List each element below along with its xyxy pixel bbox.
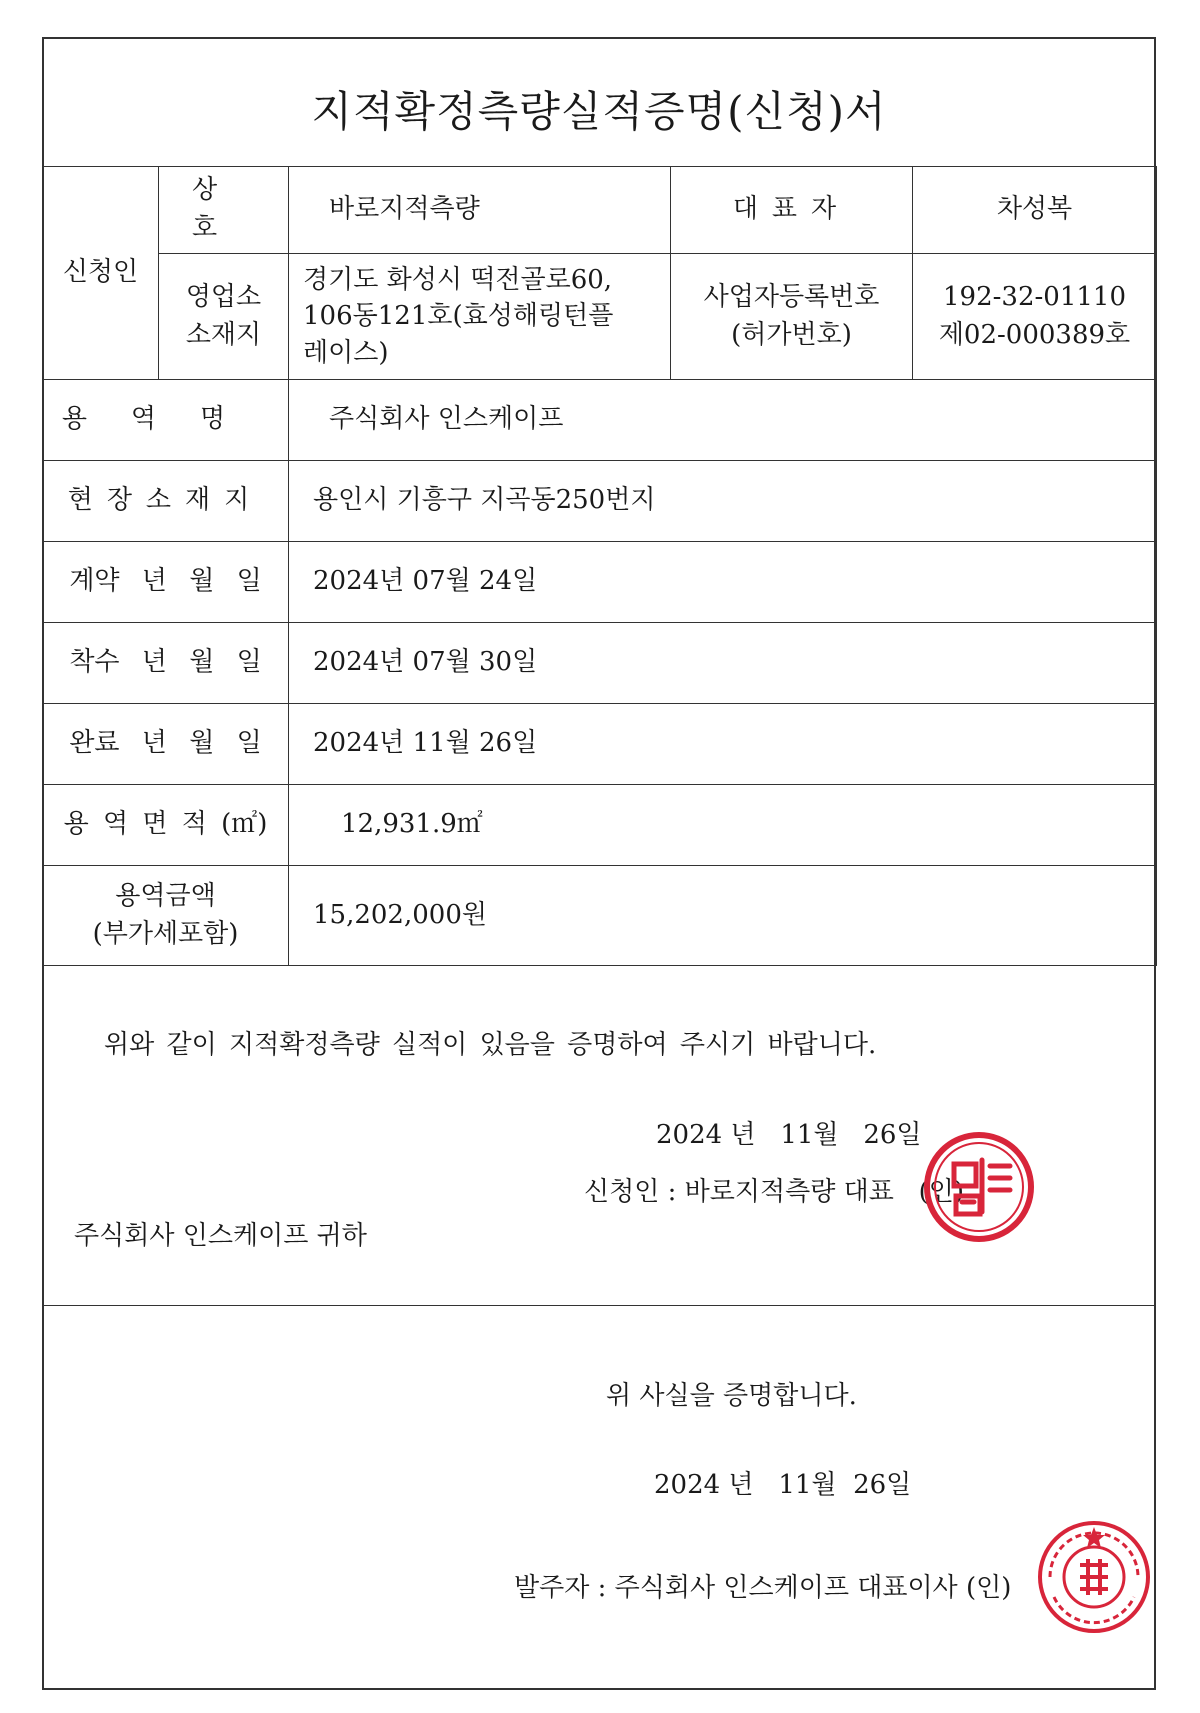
company-name: 바로지적측량 — [289, 167, 671, 254]
service-amount-label-line-2: (부가세포함) — [92, 918, 239, 949]
company-label: 상호 — [159, 167, 289, 254]
recipient: 주식회사 인스케이프 귀하 — [74, 1221, 367, 1251]
service-amount-label-line-1: 용역금액 — [115, 880, 216, 911]
business-registration-number: 192-32-01110 — [943, 281, 1126, 312]
registration-label-line-2: (허가번호) — [731, 319, 852, 350]
form-table — [42, 166, 1157, 966]
registration-label — [671, 254, 913, 380]
address-line-3: 레이스) — [303, 337, 389, 368]
section-divider — [44, 1305, 1154, 1306]
request-date: 2024 년 11월 26일 — [656, 1120, 922, 1150]
site-location-label: 현장소재지 — [43, 461, 289, 542]
address-label — [159, 254, 289, 380]
applicant-section-label: 신청인 — [43, 167, 159, 380]
client-signature-line: 발주자 : 주식회사 인스케이프 대표이사 (인) — [514, 1573, 1012, 1603]
address-line-1: 경기도 화성시 떡전골로60, — [303, 264, 613, 295]
document-title: 지적확정측량실적증명(신청)서 — [311, 87, 887, 136]
address-label-line-1: 영업소 — [185, 281, 262, 312]
site-location-value: 용인시 기흥구 지곡동250번지 — [289, 461, 1157, 542]
client-seal-icon — [1036, 1519, 1152, 1635]
request-statement: 위와 같이 지적확정측량 실적이 있음을 증명하여 주시기 바랍니다. — [104, 1030, 877, 1060]
certification-statement: 위 사실을 증명합니다. — [606, 1381, 857, 1411]
service-area-value: 12,931.9㎡ — [289, 785, 1157, 866]
contract-date-label: 계약 년 월 일 — [43, 542, 289, 623]
representative-label: 대표자 — [671, 167, 913, 254]
applicant-seal-icon — [922, 1130, 1036, 1244]
document-frame — [42, 37, 1156, 1690]
representative-name: 차성복 — [913, 167, 1157, 254]
service-amount-value: 15,202,000원 — [289, 866, 1157, 966]
service-name-label: 용역명 — [43, 380, 289, 461]
start-date-label: 착수 년 월 일 — [43, 623, 289, 704]
service-area-label: 용 역 면 적 (㎡) — [43, 785, 289, 866]
address-value — [289, 254, 671, 380]
license-number: 제02-000389호 — [938, 319, 1131, 350]
address-label-line-2: 소재지 — [185, 319, 262, 350]
certification-date: 2024 년 11월 26일 — [654, 1470, 912, 1500]
contract-date-value: 2024년 07월 24일 — [289, 542, 1157, 623]
completion-date-value: 2024년 11월 26일 — [289, 704, 1157, 785]
service-amount-label — [43, 866, 289, 966]
start-date-value: 2024년 07월 30일 — [289, 623, 1157, 704]
registration-value — [913, 254, 1157, 380]
applicant-signature-line: 신청인 : 바로지적측량 대표 (인) — [584, 1177, 965, 1207]
registration-label-line-1: 사업자등록번호 — [703, 281, 880, 312]
service-name-value: 주식회사 인스케이프 — [289, 380, 1157, 461]
address-line-2: 106동121호(효성해링턴플 — [303, 301, 614, 332]
completion-date-label: 완료 년 월 일 — [43, 704, 289, 785]
